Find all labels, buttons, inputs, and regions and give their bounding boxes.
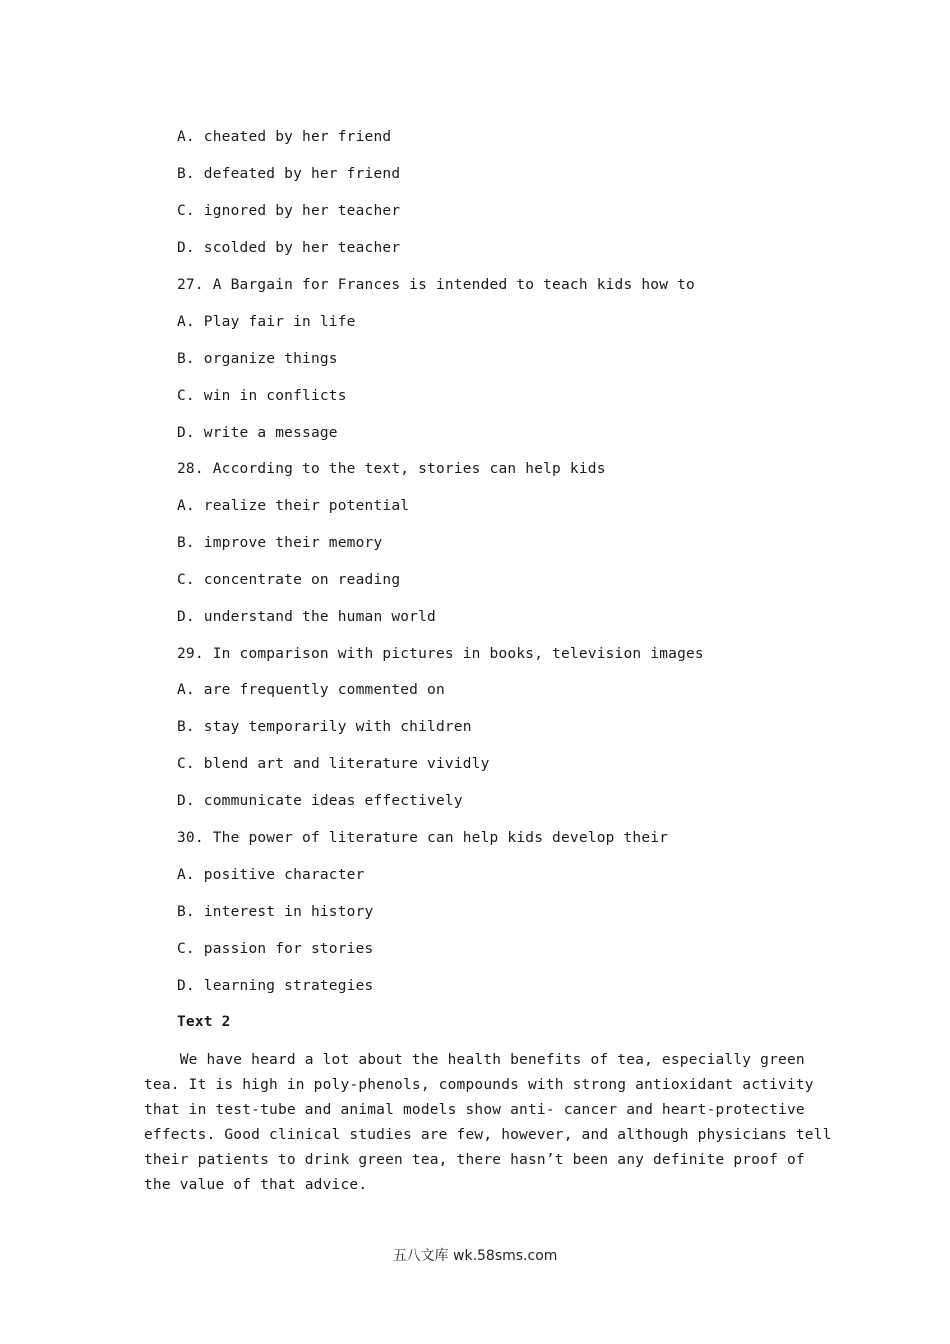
q29-option-a: A. are frequently commented on: [177, 682, 445, 698]
q28-stem: 28. According to the text, stories can help kids: [177, 461, 606, 477]
section-heading-text2: Text 2: [177, 1014, 231, 1030]
q29-option-b: B. stay temporarily with children: [177, 719, 472, 735]
q29-option-d: D. communicate ideas effectively: [177, 793, 463, 809]
text2-paragraph: [144, 1048, 832, 1198]
q26-option-b: B. defeated by her friend: [177, 166, 401, 182]
q27-option-a: A. Play fair in life: [177, 314, 356, 330]
q28-option-b: B. improve their memory: [177, 535, 383, 551]
q28-option-a: A. realize their potential: [177, 498, 410, 514]
paragraph-line: effects. Good clinical studies are few, however, and although physicians tell: [144, 1127, 832, 1143]
paragraph-line: that in test-tube and animal models show anti- cancer and heart-protective: [144, 1102, 805, 1118]
paragraph-line: the value of that advice.: [144, 1177, 368, 1193]
paragraph-line: We have heard a lot about the health benefits of tea, especially green: [144, 1052, 805, 1068]
q27-option-d: D. write a message: [177, 425, 338, 441]
paragraph-line: their patients to drink green tea, there hasn’t been any definite proof of: [144, 1152, 805, 1168]
q28-option-c: C. concentrate on reading: [177, 572, 401, 588]
q26-option-c: C. ignored by her teacher: [177, 203, 401, 219]
q26-option-d: D. scolded by her teacher: [177, 240, 401, 256]
q29-stem: 29. In comparison with pictures in books, television images: [177, 646, 704, 662]
q28-option-d: D. understand the human world: [177, 609, 436, 625]
q30-option-b: B. interest in history: [177, 904, 374, 920]
q27-stem: 27. A Bargain for Frances is intended to teach kids how to: [177, 277, 695, 293]
q30-option-d: D. learning strategies: [177, 978, 374, 994]
footer-watermark: 五八文库 wk.58sms.com: [392, 1248, 558, 1264]
q27-option-c: C. win in conflicts: [177, 388, 347, 404]
q29-option-c: C. blend art and literature vividly: [177, 756, 490, 772]
q30-option-a: A. positive character: [177, 867, 365, 883]
q27-option-b: B. organize things: [177, 351, 338, 367]
paragraph-line: tea. It is high in poly-phenols, compounds with strong antioxidant activity: [144, 1077, 814, 1093]
q30-stem: 30. The power of literature can help kids develop their: [177, 830, 669, 846]
q26-option-a: A. cheated by her friend: [177, 129, 392, 145]
q30-option-c: C. passion for stories: [177, 941, 374, 957]
